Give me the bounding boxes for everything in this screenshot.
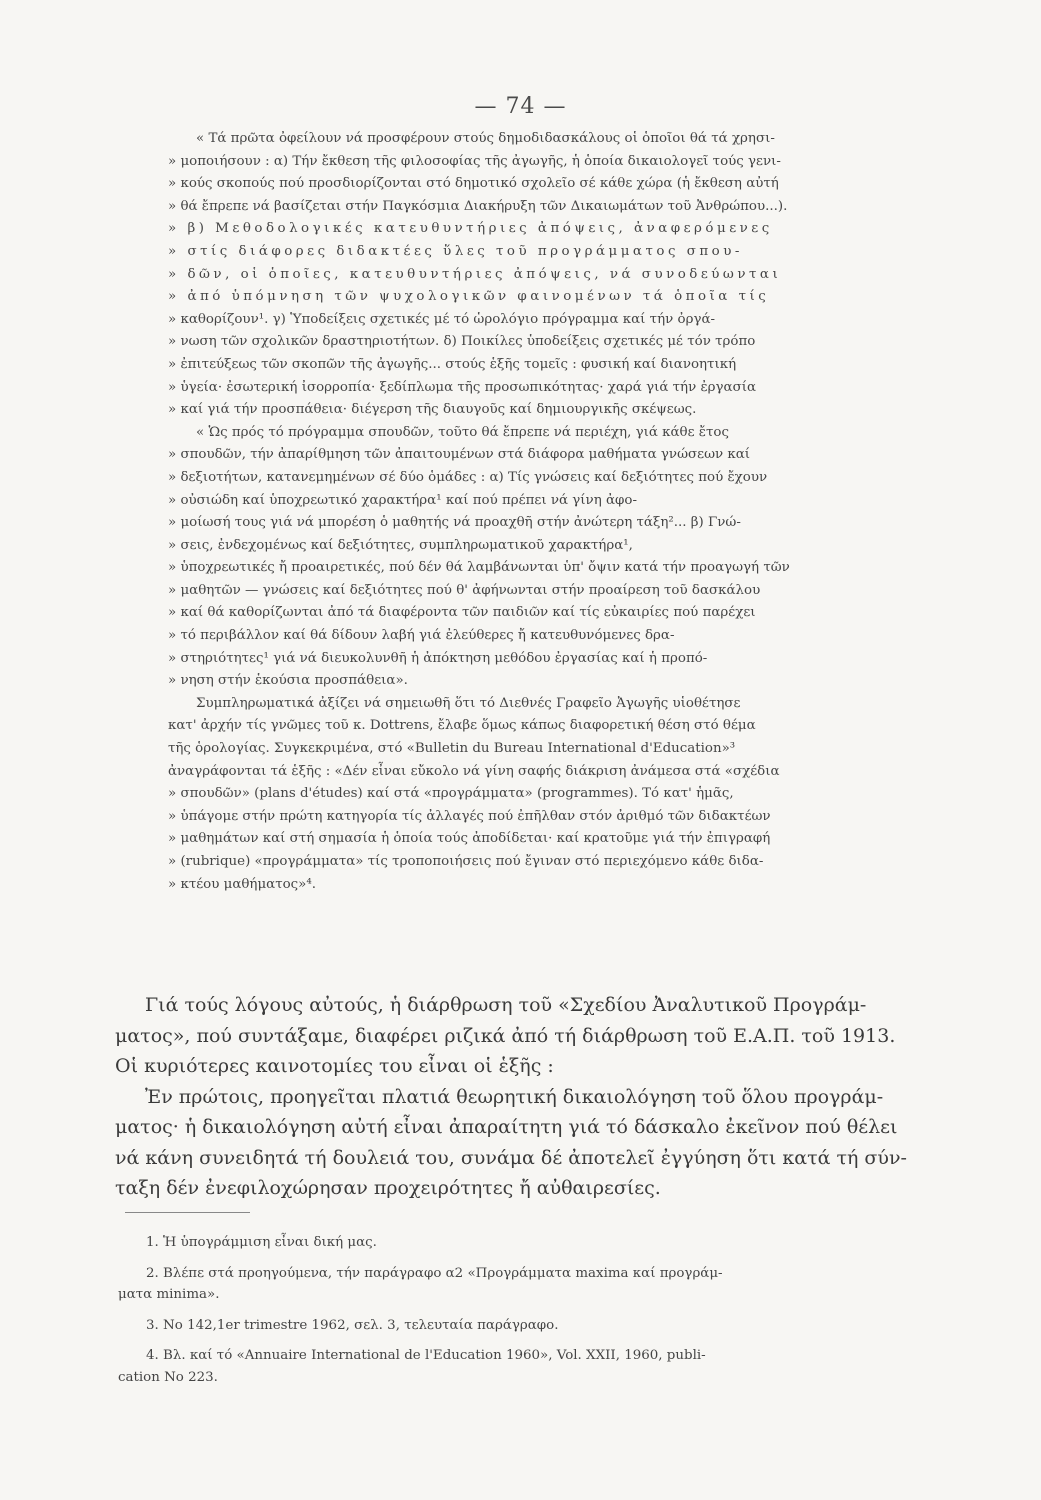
quote-line: » δεξιοτήτων, κατανεμημένων σέ δύο ὁμάδες : α) Τίς γνώσεις καί δεξιότητες πού ἔχουν — [168, 469, 768, 485]
body-line: ταξη δέν ἐνεφιλοχώρησαν προχειρότητες ἤ αὐθαιρεσίες. — [115, 1177, 661, 1199]
footnote — [118, 1345, 938, 1388]
quote-line: » ὑπάγομε στήν πρώτη κατηγορία τίς ἀλλαγές πού ἐπῆλθαν στόν ἀριθμό τῶν διδακτέων — [168, 808, 771, 824]
quote-line: » μαθημάτων καί στή σημασία ἡ ὁποία τούς ἀποδίδεται· καί κρατοῦμε γιά τήν ἐπιγραφή — [168, 831, 771, 847]
quote-line: » ἀπό ὑπόμνηση τῶν ψυχολογικῶν φαινομένων τά ὁποῖα τίς — [168, 289, 770, 305]
quote-line: ἀναγράφονται τά ἑξῆς : «Δέν εἶναι εὔκολο νά γίνη σαφής διάκριση ἀνάμεσα στά «σχέδια — [168, 763, 780, 779]
quote-line: » μοίωσή τους γιά νά μπορέση ὁ μαθητής νά προαχθῆ στήν ἀνώτερη τάξη²... β) Γνώ- — [168, 515, 741, 531]
quote-line: » οὐσιώδη καί ὑποχρεωτικό χαρακτήρα¹ καί πού πρέπει νά γίνη ἀφο- — [168, 492, 637, 508]
quote-line: » (rubrique) «προγράμματα» τίς τροποποιήσεις πού ἔγιναν στό περιεχόμενο κάθε διδα- — [168, 854, 764, 869]
footnote-line: cation No 223. — [118, 1369, 218, 1385]
quote-line: « Ὡς πρός τό πρόγραμμα σπουδῶν, τοῦτο θά ἔπρεπε νά περιέχη, γιά κάθε ἔτος — [196, 424, 729, 440]
quote-line: κατ' ἀρχήν τίς γνῶμες τοῦ κ. Dottrens, ἔλαβε ὅμως κάπως διαφορετική θέση στό θέμα — [168, 718, 756, 734]
quote-line: » καί θά καθορίζωνται ἀπό τά διαφέροντα τῶν παιδιῶν καί τίς εὐκαιρίες πού παρέχει — [168, 605, 756, 621]
quote-line: » κτέου μαθήματος»⁴. — [168, 876, 316, 892]
footnote — [118, 1315, 938, 1337]
body-line: Οἱ κυριότερες καινοτομίες του εἶναι οἱ ἑξῆς : — [115, 1055, 554, 1077]
footnote-line: 4. Βλ. καί τό «Annuaire International de l'Education 1960», Vol. XXII, 1960, publi- — [146, 1348, 706, 1363]
quote-line: » τό περιβάλλον καί θά δίδουν λαβή γιά ἐλεύθερες ἤ κατευθυνόμενες δρα- — [168, 628, 675, 644]
footnote-line: ματα minima». — [118, 1287, 220, 1302]
quote-line: » νηση στήν ἑκούσια προσπάθεια». — [168, 673, 408, 689]
quote-line: » β) Μεθοδολογικές κατευθυντήριες ἀπόψεις, ἀναφερόμενες — [168, 221, 773, 237]
page-number: — 74 — — [474, 94, 567, 119]
footnote-divider — [125, 1212, 250, 1213]
footnote-line: 3. No 142,1er trimestre 1962, σελ. 3, τελευταία παράγραφο. — [146, 1317, 559, 1333]
footnote — [118, 1232, 938, 1254]
quote-line: » σπουδῶν» (plans d'études) καί στά «προγράμματα» (programmes). Τό κατ' ἡμᾶς, — [168, 786, 734, 802]
quoted-passage — [168, 128, 938, 896]
quote-line: » σπουδῶν, τήν ἀπαρίθμηση τῶν ἀπαιτουμένων στά διάφορα μαθήματα γνώσεων καί — [168, 447, 751, 463]
footnotes — [118, 1232, 938, 1397]
body-line: Ἐν πρώτοις, προηγεῖται πλατιά θεωρητική δικαιολόγηση τοῦ ὅλου προγράμ- — [145, 1085, 884, 1108]
footnote-line: 2. Βλέπε στά προηγούμενα, τήν παράγραφο α2 «Προγράμματα maxima καί προγράμ- — [146, 1265, 723, 1281]
quote-line: » στίς διάφορες διδακτέες ὕλες τοῦ προγράμματος σπου- — [168, 243, 743, 259]
quote-line: » μοποιήσουν : α) Τήν ἔκθεση τῆς φιλοσοφίας τῆς ἀγωγῆς, ἡ ὁποία δικαιολογεῖ τούς γενι- — [168, 153, 781, 169]
quote-line: » μαθητῶν — γνώσεις καί δεξιότητες πού θ' ἀφήνωνται στήν προαίρεση τοῦ δασκάλου — [168, 582, 761, 598]
quote-line: » ἐπιτεύξεως τῶν σκοπῶν τῆς ἀγωγῆς... στούς ἑξῆς τομεῖς : φυσική καί διανοητική — [168, 356, 737, 372]
quote-line: » νωση τῶν σχολικῶν δραστηριοτήτων. δ) Ποικίλες ὑποδείξεις σχετικές μέ τόν τρόπο — [168, 334, 756, 350]
quote-line: » δῶν, οἱ ὁποῖες, κατευθυντήριες ἀπόψεις, νά συνοδεύωνται — [168, 266, 782, 282]
quote-line: » ὑποχρεωτικές ἤ προαιρετικές, πού δέν θά λαμβάνωνται ὑπ' ὄψιν κατά τήν προαγωγή τῶν — [168, 560, 790, 576]
quote-line: » θά ἔπρεπε νά βασίζεται στήν Παγκόσμια Διακήρυξη τῶν Δικαιωμάτων τοῦ Ἀνθρώπου...). — [168, 198, 788, 214]
quote-line: Συμπληρωματικά ἀξίζει νά σημειωθῆ ὅτι τό Διεθνές Γραφεῖο Ἀγωγῆς υἱοθέτησε — [196, 695, 741, 711]
quote-line: » κούς σκοπούς πού προσδιορίζονται στό δημοτικό σχολεῖο σέ κάθε χώρα (ἡ ἔκθεση αὐτή — [168, 176, 779, 192]
quote-line: τῆς ὁρολογίας. Συγκεκριμένα, στό «Bulletin du Bureau International d'Education»³ — [168, 741, 736, 757]
body-line: ματος· ἡ δικαιολόγηση αὐτή εἶναι ἀπαραίτητη γιά τό δάσκαλο ἐκεῖνον πού θέλει — [115, 1116, 898, 1138]
quote-line: » καί γιά τήν προσπάθεια· διέγερση τῆς διαυγοῦς καί δημιουργικῆς σκέψεως. — [168, 402, 697, 418]
body-line: Γιά τούς λόγους αὐτούς, ἡ διάρθρωση τοῦ «Σχεδίου Ἀναλυτικοῦ Προγράμ- — [145, 994, 867, 1016]
quote-line: « Τά πρῶτα ὀφείλουν νά προσφέρουν στούς δημοδιδασκάλους οἱ ὁποῖοι θά τά χρησι- — [196, 131, 775, 146]
quote-line: » ὑγεία· ἐσωτερική ἰσορροπία· ξεδίπλωμα τῆς προσωπικότητας· χαρά γιά τήν ἐργασία — [168, 379, 756, 395]
body-line: νά κάνη συνειδητά τή δουλειά του, συνάμα δέ ἀποτελεῖ ἐγγύηση ὅτι κατά τή σύν- — [115, 1146, 907, 1169]
main-text — [115, 990, 940, 1204]
quote-line: » στηριότητες¹ γιά νά διευκολυνθῆ ἡ ἀπόκτηση μεθόδου ἐργασίας καί ἡ προπό- — [168, 650, 708, 666]
quote-line: » καθορίζουν¹. γ) Ὑποδείξεις σχετικές μέ τό ὡρολόγιο πρόγραμμα καί τήν ὀργά- — [168, 311, 716, 327]
quote-line: » σεις, ἐνδεχομένως καί δεξιότητες, συμπληρωματικοῦ χαρακτήρα¹, — [168, 537, 633, 553]
footnote — [118, 1263, 938, 1306]
body-line: ματος», πού συντάξαμε, διαφέρει ριζικά ἀπό τή διάρθρωση τοῦ Ε.Α.Π. τοῦ 1913. — [115, 1024, 896, 1047]
footnote-line: 1. Ἡ ὑπογράμμιση εἶναι δική μας. — [146, 1235, 377, 1250]
